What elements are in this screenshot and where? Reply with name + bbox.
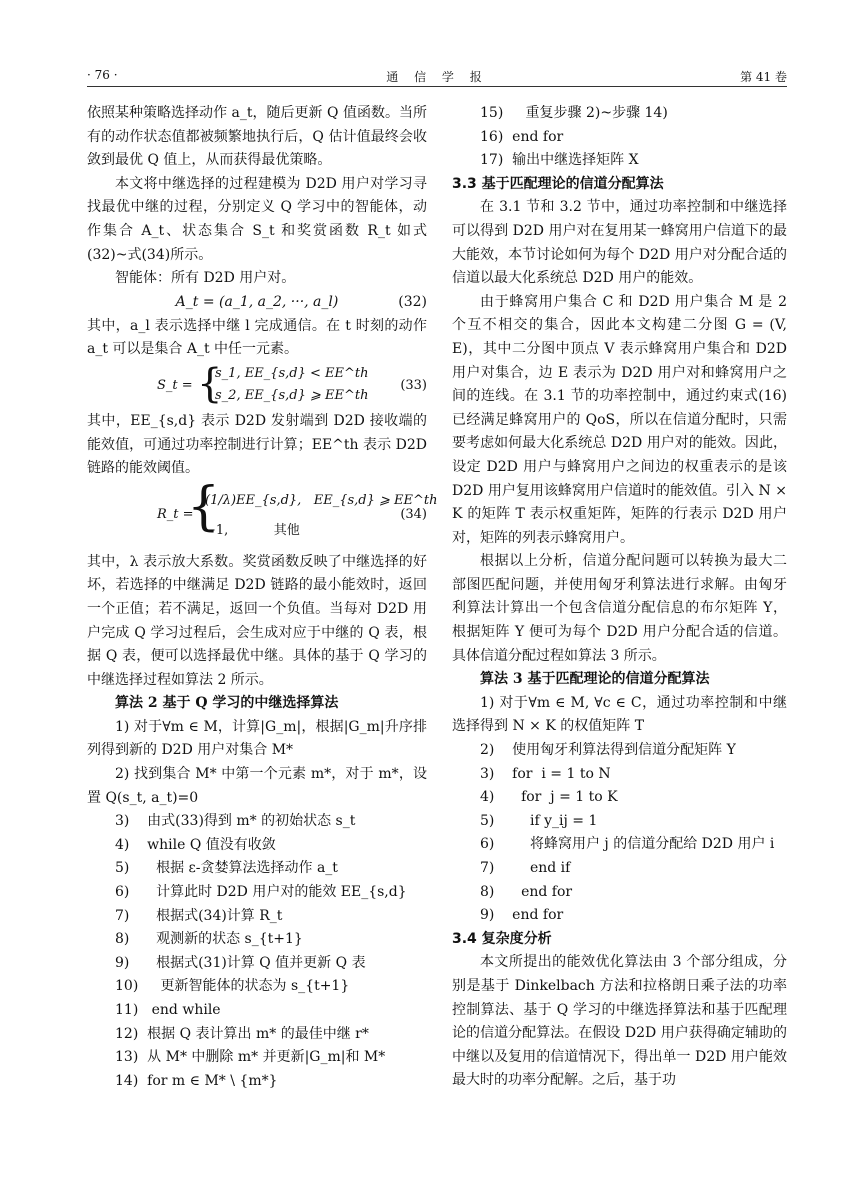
equation-number: (34) (400, 506, 427, 522)
algorithm-step: 11) end while (115, 1002, 221, 1018)
left-column (87, 102, 438, 1093)
algorithm-step: 3) 由式(33)得到 m* 的初始状态 s_t (115, 813, 356, 830)
paragraph: 依照某种策略选择动作 a_t，随后更新 Q 值函数。当所有的动作状态值都被频繁地执行后，Q 估计值最终会收敛到最优 Q 值上，从而获得最优策略。 (87, 105, 427, 169)
algorithm-step: 8) 观测新的状态 s_{t+1} (115, 931, 303, 948)
paragraph: 其中，a_l 表示选择中继 l 完成通信。在 t 时刻的动作 a_t 可以是集合 A_t 中任一元素。 (87, 317, 427, 358)
paragraph: 其中，EE_{s,d} 表示 D2D 发射端到 D2D 接收端的能效值，可通过功率控制进行计算；EE^th 表示 D2D 链路的能效阈值。 (87, 412, 427, 477)
algorithm-step: 4) while Q 值没有收敛 (115, 836, 276, 853)
right-column (452, 102, 787, 1093)
algorithm-step: 3) for i = 1 to N (480, 765, 611, 782)
equation-number: (32) (398, 293, 427, 310)
section-heading: 3.3 基于匹配理论的信道分配算法 (452, 175, 664, 192)
equation-lhs: R_t = (157, 506, 194, 522)
paragraph: 由于蜂窝用户集合 C 和 D2D 用户集合 M 是 2 个互不相交的集合，因此本文构建二分图 G = (V, E)，其中二分图中顶点 V 表示蜂窝用户集合和 D2D 用户对集合，边 E 表示为 D2D 用户对和蜂窝用户之间的连线。在 3.1 节的功率控制中，通过约束式(16)已经满足蜂窝用户的 QoS，所以在信道分配时，只需要考虑如何最大化系统总 D2D 用户对的能效。因此，设定 D2D 用户与蜂窝用户之间边的权重表示的是该 D2D 用户复用该蜂窝用户信道时的能效值。引入 N × K 的矩阵 T 表示权重矩阵，矩阵的行表示 D2D 用户对，矩阵的列表示蜂窝用户。 (452, 293, 787, 546)
algorithm-step: 12) 根据 Q 表计算出 m* 的最佳中继 r* (115, 1025, 369, 1042)
paragraph: 本文所提出的能效优化算法由 3 个部分组成，分别是基于 Dinkelbach 方法和拉格朗日乘子法的功率控制算法、基于 Q 学习的中继选择算法和基于匹配理论的信道分配算法。在假设 D2D 用户获得确定辅助的中继以及复用的信道情况下，得出单一 D2D 用户能效最大时的功率分配解。之后，基于功 (452, 954, 787, 1089)
algorithm-step: 7) 根据式(34)计算 R_t (115, 907, 283, 924)
equation-32 (87, 291, 427, 315)
paragraph: 本文将中继选择的过程建模为 D2D 用户对学习寻找最优中继的过程，分别定义 Q 学习中的智能体，动作集合 A_t、状态集合 S_t 和奖赏函数 R_t 如式(32)~式(34)所示。 (87, 175, 427, 263)
algorithm-step: 6) 计算此时 D2D 用户对的能效 EE_{s,d} (115, 884, 407, 901)
paragraph: 智能体：所有 D2D 用户对。 (115, 270, 296, 287)
algorithm-step: 1) 对于∀m ∈ M, ∀c ∈ C，通过功率控制和中继选择得到 N × K 的权值矩阵 T (452, 694, 787, 735)
brace-glyph: { (187, 476, 221, 537)
algorithm-step: 13) 从 M* 中删除 m* 并更新|G_m|和 M* (115, 1049, 386, 1066)
algorithm-step: 2) 使用匈牙利算法得到信道分配矩阵 Y (480, 742, 736, 759)
journal-name: 通 信 学 报 (386, 70, 488, 84)
algorithm-step: 4) for j = 1 to K (480, 789, 618, 806)
algorithm-step: 5) 根据 ε-贪婪算法选择动作 a_t (115, 860, 338, 877)
equation-33 (87, 362, 427, 410)
algorithm-step: 1) 对于∀m ∈ M，计算|G_m|，根据|G_m|升序排列得到新的 D2D 用户对集合 M* (87, 718, 427, 759)
algorithm-step: 15) 重复步骤 2)~步骤 14) (480, 105, 668, 121)
paragraph: 根据以上分析，信道分配问题可以转换为最大二部图匹配问题，并使用匈牙利算法进行求解。由匈牙利算法计算出一个包含信道分配信息的布尔矩阵 Y，根据矩阵 Y 便可为每个 D2D 用户分配合适的信道。具体信道分配过程如算法 3 所示。 (452, 553, 787, 664)
section-heading: 3.4 复杂度分析 (452, 930, 552, 947)
algorithm-step: 10) 更新智能体的状态为 s_{t+1} (115, 978, 350, 995)
algorithm-step: 7) end if (480, 860, 571, 876)
equation-case: −1, 其他 (205, 522, 300, 538)
algorithm-step: 17) 输出中继选择矩阵 X (480, 152, 639, 169)
equation-case: s_2, EE_{s,d} ⩾ EE^th (215, 387, 369, 403)
volume-label: 第 41 卷 (740, 70, 787, 84)
running-header (87, 66, 787, 87)
page-number: · 76 · (87, 68, 118, 82)
equation-number: (33) (400, 377, 427, 393)
algorithm-2 (87, 716, 427, 1094)
brace-glyph: { (197, 360, 223, 407)
paragraph: 在 3.1 节和 3.2 节中，通过功率控制和中继选择可以得到 D2D 用户对在复用某一蜂窝用户信道下的最大能效，本节讨论如何为每个 D2D 用户对分配合适的信道以最大化系统总 D2D 用户的能效。 (452, 199, 787, 287)
equation-body: A_t = (a_1, a_2, ···, a_l) (175, 293, 339, 310)
paragraph: 其中，λ 表示放大系数。奖赏函数反映了中继选择的好坏，若选择的中继满足 D2D 链路的最小能效时，返回一个正值；若不满足，返回一个负值。当每对 D2D 用户完成 Q 学习过程后，会生成对应于中继的 Q 表，根据 Q 表，便可以选择最优中继。具体的基于 Q 学习的中继选择过程如算法 2 所示。 (87, 553, 427, 688)
algorithm-step: 16) end for (480, 128, 564, 145)
algorithm-step: 5) if y_ij = 1 (480, 812, 598, 829)
equation-lhs: S_t = (157, 377, 193, 393)
algorithm-title: 算法 3 基于匹配理论的信道分配算法 (480, 671, 710, 688)
equation-case: (1/λ)EE_{s,d}, EE_{s,d} ⩾ EE^th (205, 492, 438, 508)
equation-case: s_1, EE_{s,d} < EE^th (215, 365, 369, 381)
algorithm-step: 8) end for (480, 883, 573, 900)
algorithm-step: 9) end for (480, 907, 564, 924)
algorithm-step: 2) 找到集合 M* 中第一个元素 m*，对于 m*，设置 Q(s_t, a_t)=0 (87, 766, 427, 806)
algorithm-step: 9) 根据式(31)计算 Q 值并更新 Q 表 (115, 954, 366, 971)
algorithm-title: 算法 2 基于 Q 学习的中继选择算法 (115, 695, 339, 712)
algorithm-2-continued (452, 102, 787, 173)
algorithm-step: 6) 将蜂窝用户 j 的信道分配给 D2D 用户 i (480, 836, 775, 853)
algorithm-step: 14) for m ∈ M* \ {m*} (115, 1072, 278, 1089)
algorithm-3 (452, 692, 787, 928)
equation-34 (87, 476, 438, 551)
